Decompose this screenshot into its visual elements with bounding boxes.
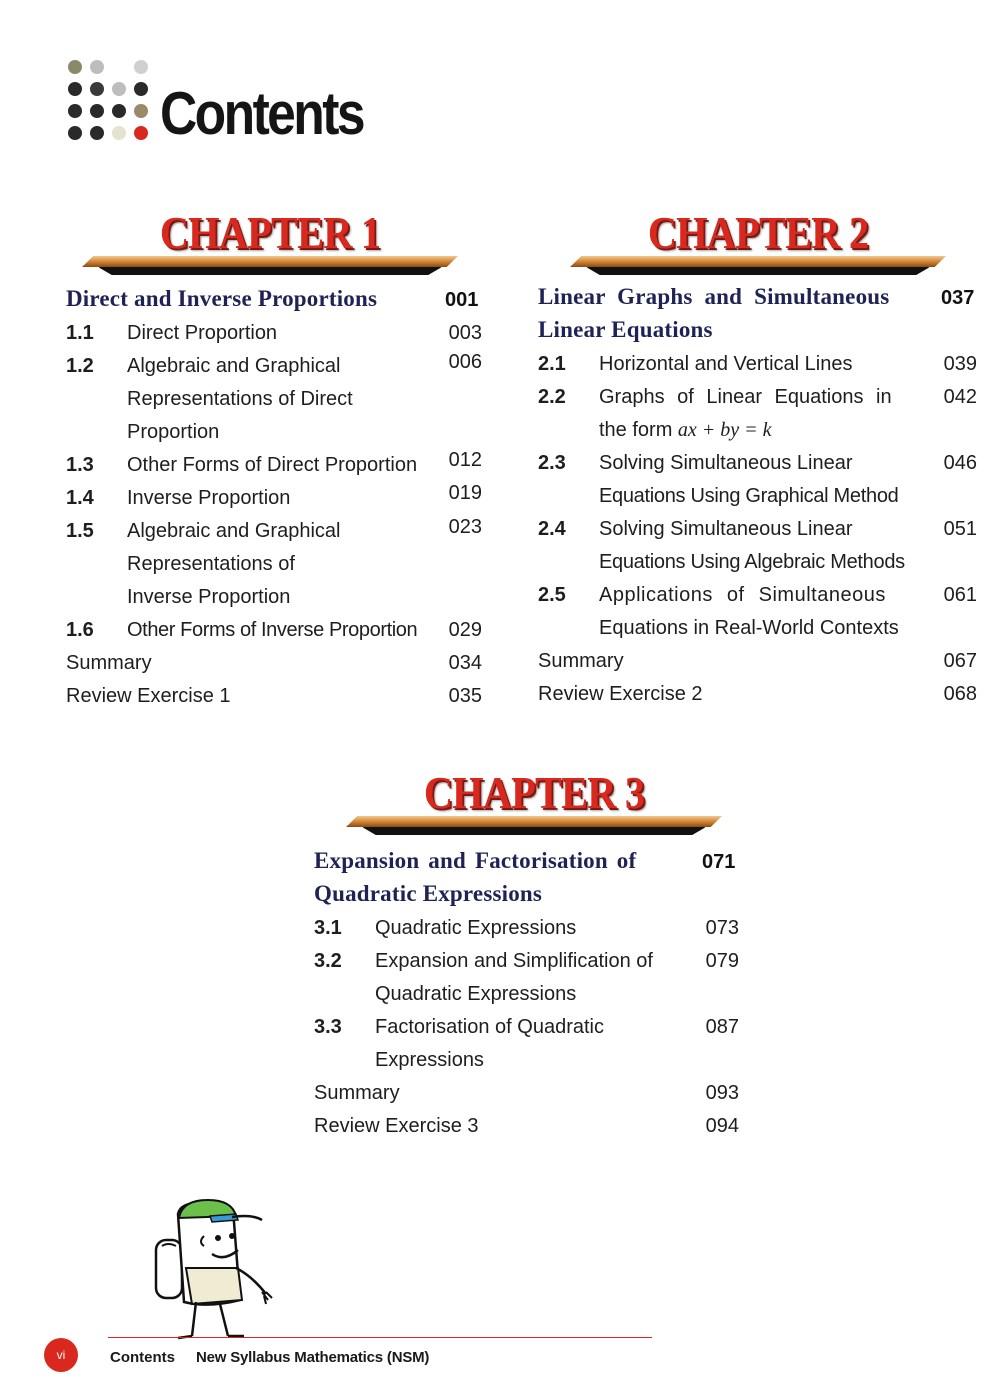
toc-entry-3-1[interactable] <box>314 912 739 945</box>
decorative-dots-icon <box>66 58 146 138</box>
section-title-line: Algebraic and Graphical <box>127 355 341 377</box>
section-page: 019 <box>448 482 482 504</box>
section-page: 003 <box>448 322 482 344</box>
section-title-line: Applications of Simultaneous <box>599 584 886 606</box>
section-page: 023 <box>448 516 482 538</box>
footer-section-label: Contents <box>110 1349 175 1366</box>
section-title-line: Graphs of Linear Equations in <box>599 386 892 408</box>
toc-entry-2-1[interactable] <box>538 348 977 381</box>
review-page: 068 <box>943 683 977 705</box>
section-title-line: Proportion <box>127 421 220 443</box>
toc-entry-3-3[interactable] <box>314 1011 739 1077</box>
section-number: 1.5 <box>66 520 94 542</box>
section-number: 3.2 <box>314 950 342 972</box>
decorative-dot <box>134 60 148 74</box>
chapter-2-page[interactable]: 037 <box>941 287 975 309</box>
decorative-dot <box>134 104 148 118</box>
chapter-1-label: CHAPTER 1 <box>159 207 381 258</box>
section-number: 1.3 <box>66 454 94 476</box>
chapter-3-title-line-1[interactable]: Expansion and Factorisation of <box>314 848 637 873</box>
toc-entry-2-5[interactable] <box>538 579 977 645</box>
summary-page: 093 <box>705 1082 739 1104</box>
decorative-dot <box>134 82 148 96</box>
section-title-line: Factorisation of Quadratic <box>375 1016 604 1038</box>
decorative-dot <box>112 82 126 96</box>
chapter-3-page[interactable]: 071 <box>702 851 736 873</box>
decorative-dot <box>112 104 126 118</box>
section-number: 2.5 <box>538 584 566 606</box>
section-title-line: Equations Using Graphical Method <box>599 485 899 507</box>
section-number: 2.3 <box>538 452 566 474</box>
section-title-line: Solving Simultaneous Linear <box>599 452 853 474</box>
toc-entry-1-2[interactable] <box>66 350 482 449</box>
decorative-dot <box>68 126 82 140</box>
toc-entry-3-2[interactable] <box>314 945 739 1011</box>
section-number: 1.6 <box>66 619 94 641</box>
section-page: 051 <box>943 518 977 540</box>
summary-page: 067 <box>943 650 977 672</box>
section-title-line: Quadratic Expressions <box>375 983 577 1005</box>
section-page: 087 <box>705 1016 739 1038</box>
section-number: 1.2 <box>66 355 94 377</box>
toc-entry-1-5[interactable] <box>66 515 482 614</box>
decorative-dot <box>90 126 104 140</box>
chapter-2-label: CHAPTER 2 <box>647 207 869 258</box>
section-number: 2.1 <box>538 353 566 375</box>
section-number: 2.4 <box>538 518 566 540</box>
section-title-line: Solving Simultaneous Linear <box>599 518 853 540</box>
footer-rule <box>108 1337 652 1338</box>
section-title-line: Expressions <box>375 1049 484 1071</box>
section-number: 1.1 <box>66 322 94 344</box>
toc-entry-1-review[interactable] <box>66 680 482 713</box>
section-page: 042 <box>943 386 977 408</box>
toc-entry-3-summary[interactable] <box>314 1077 739 1110</box>
summary-label: Summary <box>538 650 624 672</box>
page-number-badge: vi <box>44 1338 78 1372</box>
section-title: Inverse Proportion <box>127 487 291 509</box>
toc-entry-1-6[interactable] <box>66 614 482 647</box>
chapter-3-banner <box>334 764 734 844</box>
decorative-dot <box>90 60 104 74</box>
section-title: Horizontal and Vertical Lines <box>599 353 853 375</box>
page-title: Contents <box>160 80 363 147</box>
section-page: 073 <box>705 917 739 939</box>
decorative-dot <box>112 126 126 140</box>
section-title-line: the form ax + by = k <box>599 419 772 441</box>
decorative-dot <box>134 126 148 140</box>
section-page: 012 <box>448 449 482 471</box>
section-number: 1.4 <box>66 487 94 509</box>
section-page: 029 <box>448 619 482 641</box>
banner-shadow <box>586 267 930 275</box>
decorative-dot <box>90 104 104 118</box>
chapter-1-banner <box>70 204 470 284</box>
chapter-2-title-line-2[interactable]: Linear Equations <box>538 317 713 342</box>
section-title: Other Forms of Inverse Proportion <box>127 619 418 641</box>
footer-book-title: New Syllabus Mathematics (NSM) <box>196 1349 430 1366</box>
toc-entry-2-4[interactable] <box>538 513 977 579</box>
section-title: Other Forms of Direct Proportion <box>127 454 418 476</box>
section-number: 3.1 <box>314 917 342 939</box>
section-page: 061 <box>943 584 977 606</box>
section-title-line: Representations of Direct <box>127 388 353 410</box>
toc-entry-1-4[interactable] <box>66 482 482 515</box>
banner-shadow <box>98 267 442 275</box>
section-page: 039 <box>943 353 977 375</box>
chapter-3-title-line-2[interactable]: Quadratic Expressions <box>314 881 543 906</box>
hiker-mascot-icon <box>148 1196 298 1342</box>
toc-entry-1-summary[interactable] <box>66 647 482 680</box>
section-page: 006 <box>448 351 482 373</box>
chapter-3-label: CHAPTER 3 <box>423 767 645 818</box>
section-title-line: Equations Using Algebraic Methods <box>599 551 905 573</box>
review-label: Review Exercise 3 <box>314 1115 479 1137</box>
section-title: Quadratic Expressions <box>375 917 577 939</box>
section-page: 079 <box>705 950 739 972</box>
section-title-line: Equations in Real-World Contexts <box>599 617 899 639</box>
toc-entry-3-review[interactable] <box>314 1110 739 1143</box>
section-page: 046 <box>943 452 977 474</box>
chapter-2-banner <box>558 204 958 284</box>
section-title-line: Algebraic and Graphical <box>127 520 341 542</box>
toc-entry-2-2[interactable] <box>538 381 977 447</box>
math-expression: ax + by = k <box>677 419 772 441</box>
toc-entry-2-3[interactable] <box>538 447 977 513</box>
chapter-1-page[interactable]: 001 <box>445 289 479 311</box>
review-page: 094 <box>705 1115 739 1137</box>
section-title-line: Representations of <box>127 553 295 575</box>
decorative-dot <box>68 82 82 96</box>
section-number: 3.3 <box>314 1016 342 1038</box>
banner-shadow <box>362 827 706 835</box>
chapter-2-title-line-1[interactable]: Linear Graphs and Simultaneous <box>538 284 890 309</box>
summary-label: Summary <box>66 652 152 674</box>
review-label: Review Exercise 1 <box>66 685 231 707</box>
toc-entry-2-summary[interactable] <box>538 645 977 678</box>
section-title-line: Expansion and Simplification of <box>375 950 653 972</box>
section-title: Direct Proportion <box>127 322 278 344</box>
toc-entry-2-review[interactable] <box>538 678 977 711</box>
decorative-dot <box>68 60 82 74</box>
toc-entry-1-3[interactable] <box>66 449 482 482</box>
section-number: 2.2 <box>538 386 566 408</box>
summary-label: Summary <box>314 1082 400 1104</box>
decorative-dot <box>68 104 82 118</box>
review-label: Review Exercise 2 <box>538 683 703 705</box>
decorative-dot <box>90 82 104 96</box>
section-title-line: Inverse Proportion <box>127 586 291 608</box>
chapter-1-title[interactable]: Direct and Inverse Proportions <box>66 286 378 311</box>
toc-entry-1-1[interactable] <box>66 317 482 350</box>
summary-page: 034 <box>448 652 482 674</box>
review-page: 035 <box>448 685 482 707</box>
